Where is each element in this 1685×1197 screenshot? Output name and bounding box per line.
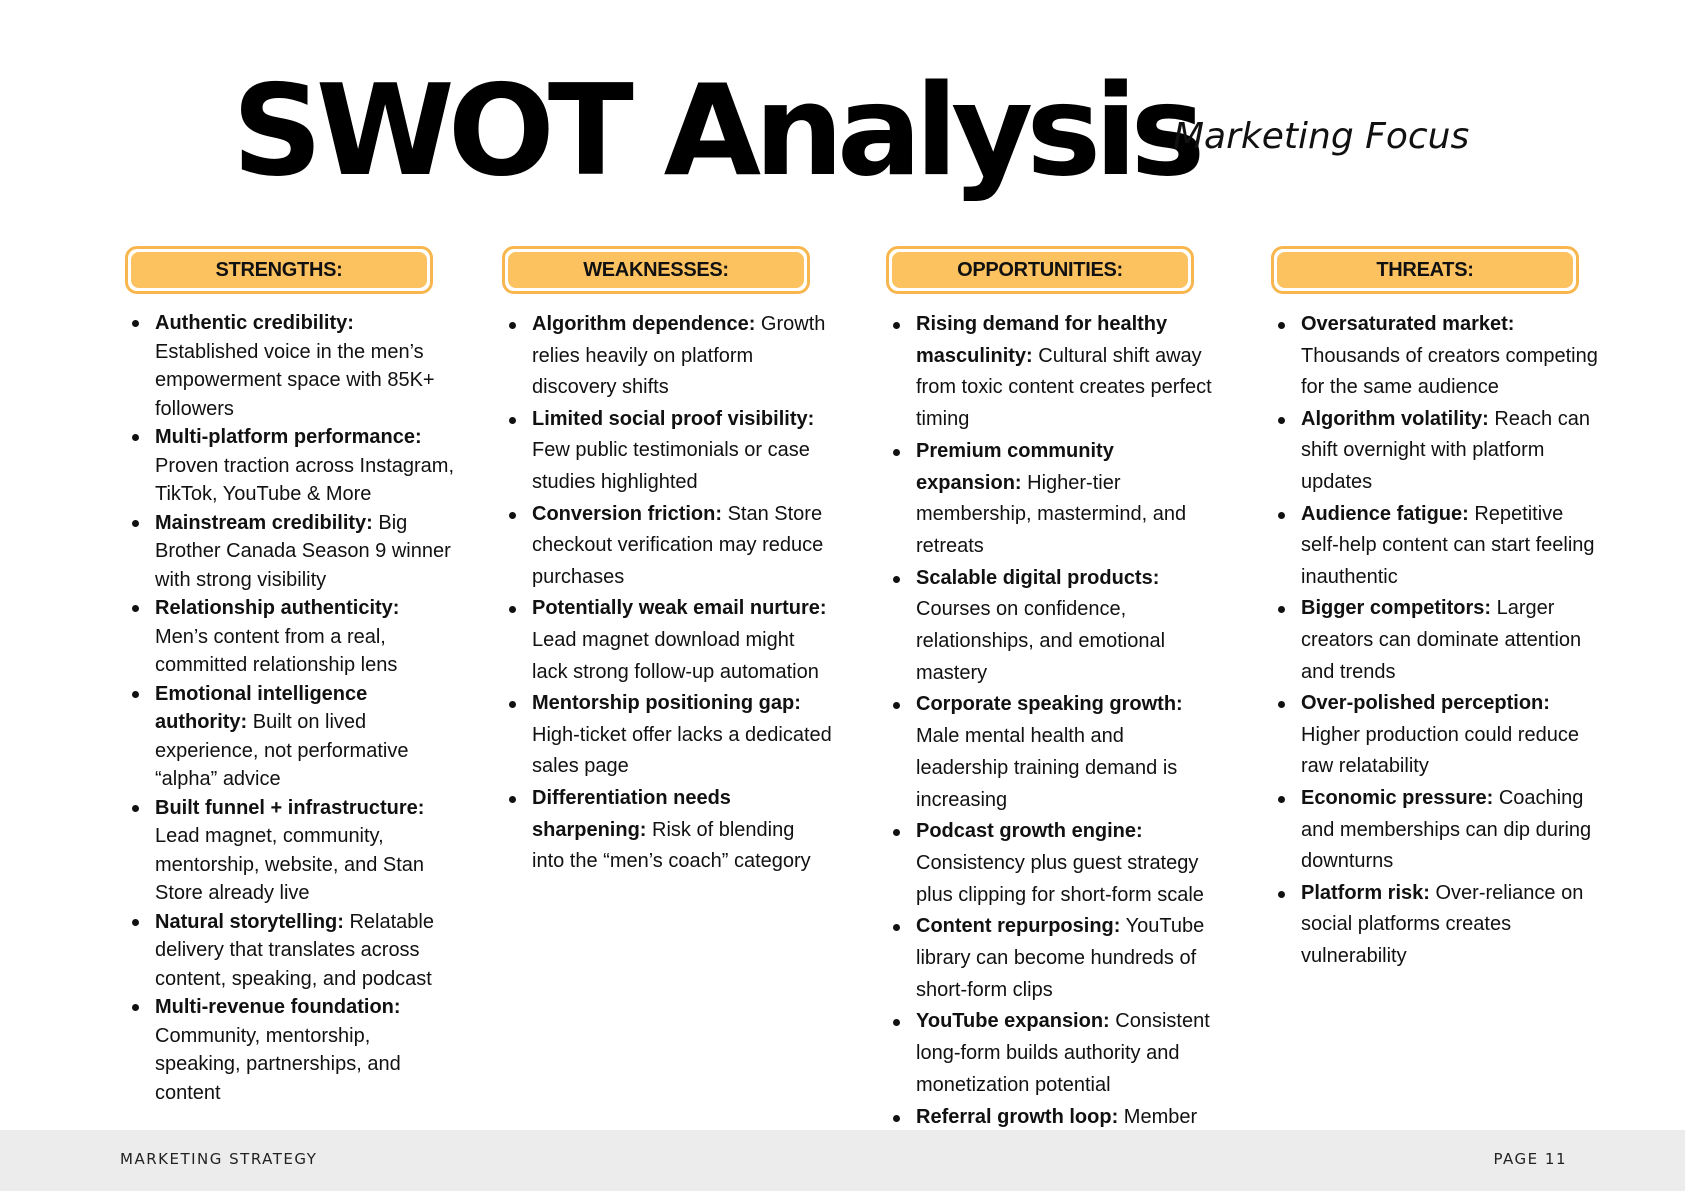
item-text: Established voice in the men’s empowerment space with 85K+ followers [155,340,435,420]
item-text: Lead magnet download might lack strong follow-up automation [532,628,819,683]
weaknesses-column [502,246,832,873]
item-text: Lead magnet, community, mentorship, website, and Stan Store already live [155,825,425,904]
item-text: Built on lived experience, not performative “alpha” advice [155,711,409,790]
list-item [886,911,1216,1006]
strengths-list [125,309,455,1107]
item-title: Bigger competitors: [1301,597,1492,620]
item-title: Referral growth loop: [916,1105,1119,1128]
item-title: Audience fatigue: [1301,502,1469,525]
list-item [125,309,455,423]
list-item [502,593,832,688]
list-item [502,404,832,499]
item-title: Limited social proof visibility: [532,407,815,430]
list-item [502,688,832,783]
item-title: Algorithm dependence: [532,313,756,335]
item-text: YouTube library can become hundreds of short-form clips [916,915,1205,1001]
opportunities-column [886,246,1212,1128]
list-item [886,1006,1216,1101]
item-text: Consistent long-form builds authority and monetization potential [916,1010,1210,1096]
item-title: YouTube expansion: [916,1010,1110,1033]
item-title: Content repurposing: [916,915,1121,938]
list-item [125,509,455,595]
item-title: Natural storytelling: [155,910,344,933]
opportunities-list [886,309,1216,1197]
item-title: Potentially weak email nurture: [532,597,827,620]
item-text: Stan Store checkout verification may reduce purchases [532,502,824,588]
list-item [502,309,832,404]
strengths-heading-badge [125,246,433,294]
list-item [886,689,1216,816]
item-title: Over-polished perception: [1301,692,1550,715]
threats-list [1271,309,1601,972]
item-title: Platform risk: [1301,881,1430,904]
item-text: Few public testimonials or case studies highlighted [532,439,810,493]
list-item [502,783,832,878]
opportunities-heading-badge [886,246,1194,294]
list-item [125,794,455,908]
list-item [502,499,832,594]
list-item [1271,499,1601,594]
weaknesses-heading: WEAKNESSES: [508,252,804,288]
item-title: Emotional intelligence authority: [155,682,368,733]
list-item [1271,688,1601,783]
item-text: Over-reliance on social platforms creates vulnerability [1301,881,1584,967]
item-title: Scalable digital products: [916,566,1160,589]
item-title: Authentic credibility: [155,312,354,334]
item-title: Relationship authenticity: [155,597,400,619]
item-text: Cultural shift away from toxic content creates perfect timing [916,344,1212,431]
list-item [125,993,455,1107]
threats-column [1271,246,1598,967]
item-title: Premium community expansion: [916,439,1114,494]
list-item [1271,309,1601,404]
item-text: Higher production could reduce raw relatability [1301,723,1579,778]
weaknesses-list [502,309,832,878]
list-item [1271,404,1601,499]
item-text: Consistency plus guest strategy plus clipping for short-form scale [916,851,1204,906]
item-text: Repetitive self-help content can start feeling inauthentic [1301,502,1595,588]
item-text: Risk of blending into the “men’s coach” category [532,818,811,873]
item-title: Built funnel + infrastructure: [155,796,425,819]
list-item [125,594,455,680]
list-item [1271,878,1601,973]
list-item [125,908,455,994]
item-text: Male mental health and leadership training demand is increasing [916,725,1178,811]
page-number: PAGE 11 [1493,1150,1567,1168]
item-text: Coaching and memberships can dip during downturns [1301,786,1592,873]
item-text: Larger creators can dominate attention and trends [1301,597,1582,683]
item-text: Growth relies heavily on platform discovery shifts [532,313,826,399]
item-title: Podcast growth engine: [916,820,1143,843]
item-title: Economic pressure: [1301,786,1494,809]
page-title: SWOT Analysis [232,57,1199,204]
list-item [886,563,1216,690]
item-text: High-ticket offer lacks a dedicated sales page [532,723,832,778]
item-text: Higher-tier membership, mastermind, and retreats [916,471,1187,557]
item-title: Corporate speaking growth: [916,693,1183,716]
item-text: Relatable delivery that translates across content, speaking, and podcast [155,910,434,990]
weaknesses-heading-badge [502,246,810,294]
list-item [125,423,455,509]
list-item [886,816,1216,911]
item-title: Multi-platform performance: [155,426,422,448]
strengths-column [125,246,455,1104]
item-title: Conversion friction: [532,502,723,525]
item-title: Differentiation needs sharpening: [532,786,731,841]
item-title: Algorithm volatility: [1301,407,1489,430]
list-item [1271,783,1601,878]
item-title: Mainstream credibility: [155,511,373,534]
footer-section-label: MARKETING STRATEGY [120,1150,318,1168]
item-text: Courses on confidence, relationships, and emotional mastery [916,598,1166,684]
threats-heading-badge [1271,246,1579,294]
item-text: Community, mentorship, speaking, partnerships, and content [155,1024,401,1104]
page-footer [0,1130,1685,1191]
list-item [1271,593,1601,688]
strengths-heading: STRENGTHS: [131,252,427,288]
item-text: Thousands of creators competing for the same audience [1301,344,1598,399]
item-title: Mentorship positioning gap: [532,692,801,715]
threats-heading: THREATS: [1277,252,1573,288]
list-item [886,436,1216,563]
list-item [886,309,1216,436]
item-text: Proven traction across Instagram, TikTok, YouTube & More [155,454,455,505]
item-text: Big Brother Canada Season 9 winner with strong visibility [155,511,451,591]
item-title: Oversaturated market: [1301,313,1515,335]
item-title: Rising demand for healthy masculinity: [916,313,1168,367]
page-subtitle: Marketing Focus [1173,116,1470,157]
item-title: Multi-revenue foundation: [155,996,401,1018]
opportunities-heading: OPPORTUNITIES: [892,252,1188,288]
list-item [125,680,455,794]
item-text: Men’s content from a real, committed relationship lens [155,625,398,676]
item-text: Member [1123,1105,1198,1128]
item-text: Reach can shift overnight with platform updates [1301,407,1590,493]
